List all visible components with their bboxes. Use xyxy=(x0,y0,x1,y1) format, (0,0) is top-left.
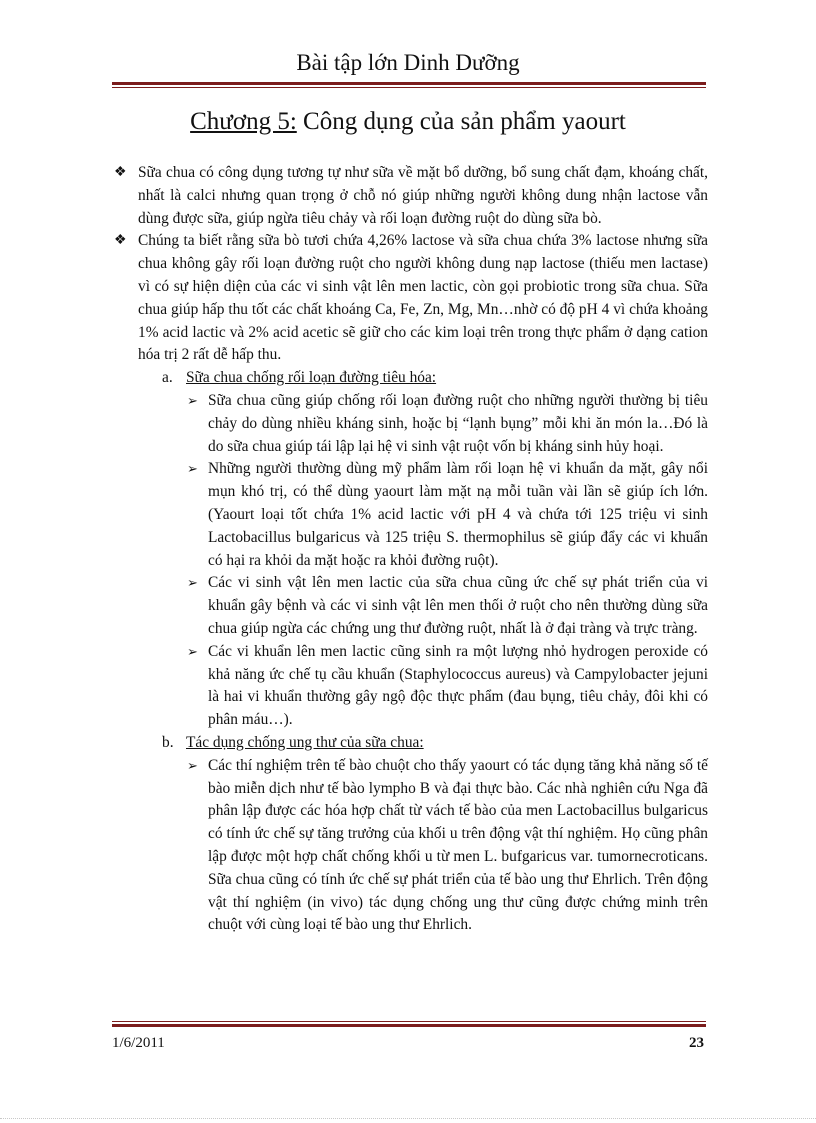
page-number: 23 xyxy=(689,1035,704,1051)
document-body xyxy=(112,162,708,937)
footer-date: 1/6/2011 xyxy=(112,1035,165,1051)
diamond-bullet-icon: ❖ xyxy=(114,233,127,249)
footer-rule xyxy=(112,1021,706,1027)
paragraph: ❖ Sữa chua có công dụng tương tự như sữa về mặt bổ dưỡng, bổ sung chất đạm, khoáng chất, nhất là calci nhưng quan trọng ở chỗ nó giúp những người không dung nhận lactose vẫn dùng được sữa, giúp ngừa tiêu chảy và rối loạn đường ruột do dùng sữa bò. xyxy=(114,164,708,227)
list-item: ➢ Các thí nghiệm trên tế bào chuột cho thấy yaourt có tác dụng tăng khả năng số tế bào miễn dịch như tế bào lympho B và đại thực bào. Các nhà nghiên cứu Nga đã phân lập được các hóa hợp chất từ vách tế bào của men Lactobacillus bulgaricus có tính ức chế sự tăng trưởng của khối u trên động vật thí nghiệm. Họ cũng phân lập được một hợp chất chống khối u từ men L. bufgaricus var. tumornecroticans. Sữa chua cũng có tính ức chế sự phát triển của tế bào ung thư Ehrlich. Trên động vật thí nghiệm (in vivo) tác dụng chống ung thư cũng được chứng minh trên chuột với cùng loại tế bào ung thư Ehrlich. xyxy=(187,756,708,934)
section-b-heading: b. Tác dụng chống ung thư của sữa chua: xyxy=(162,733,424,751)
arrow-bullet-icon: ➢ xyxy=(187,757,198,773)
page-boundary xyxy=(0,1118,816,1119)
list-item: ➢ Các vi khuẩn lên men lactic cũng sinh ra một lượng nhỏ hydrogen peroxide có khả năng ức chế tụ cầu khuẩn (Staphylococcus aureus) và Campylobacter jejuni là hai vi khuẩn thường gây ngộ độc thực phẩm (đau bụng, tiêu chảy, đôi khi có phân máu…). xyxy=(187,642,708,729)
header-rule xyxy=(112,82,706,88)
chapter-title: Công dụng của sản phẩm yaourt xyxy=(296,108,626,135)
arrow-bullet-icon: ➢ xyxy=(187,392,198,408)
list-item: ➢ Sữa chua cũng giúp chống rối loạn đường ruột cho những người thường bị tiêu chảy do dùng nhiều kháng sinh, hoặc bị “lạnh bụng” mỗi khi ăn món la…Đó là do sữa chua giúp tái lập lại hệ vi sinh vật ruột vốn bị kháng sinh hủy hoại. xyxy=(187,391,708,455)
arrow-bullet-icon: ➢ xyxy=(187,643,198,659)
arrow-bullet-icon: ➢ xyxy=(187,461,198,477)
list-item: ➢ Các vi sinh vật lên men lactic của sữa chua cũng ức chế sự phát triển của vi khuẩn gây bệnh và các vi sinh vật lên men thối ở ruột cho nên thường dùng sữa chua giúp ngừa các chứng ung thư đường ruột, nhất là ở đại tràng và trực tràng. xyxy=(187,574,708,637)
paragraph: ❖ Chúng ta biết rằng sữa bò tươi chứa 4,26% lactose và sữa chua chứa 3% lactose nhưng sữa chua không gây rối loạn đường ruột cho người không dung nạp lactose (thiếu men lactase) vì có sự hiện diện của các vi sinh vật lên men lactic, còn gọi probiotic trong sữa chua. Sữa chua giúp hấp thu tốt các chất khoáng Ca, Fe, Zn, Mg, Mn…nhờ có độ pH 4 vì chứa khoảng 1% acid lactic và 2% acid acetic sẽ giữ cho các kim loại trên trong thực phẩm ở dạng cation hóa trị 2 rất dễ hấp thu. xyxy=(114,232,708,364)
list-item: ➢ Những người thường dùng mỹ phẩm làm rối loạn hệ vi khuẩn da mặt, gây nổi mụn khó trị, có thể dùng yaourt làm mặt nạ mỗi tuần vài lần sẽ giúp ích lớn. (Yaourt loại tốt chứa 1% acid lactic với pH 4 và chứa tới 125 triệu vi sinh Lactobacillus bulgaricus và 125 triệu S. thermophilus sẽ giúp đẩy các vi khuẩn có hại ra khỏi da mặt hoặc ra khỏi đường ruột). xyxy=(187,460,708,569)
page-header-title: Bài tập lớn Dinh Dưỡng xyxy=(296,50,520,75)
section-a-heading: a. Sữa chua chống rối loạn đường tiêu hóa: xyxy=(162,369,437,387)
diamond-bullet-icon: ❖ xyxy=(114,165,127,180)
chapter-heading xyxy=(0,108,816,136)
chapter-label: Chương 5: xyxy=(190,108,297,135)
arrow-bullet-icon: ➢ xyxy=(187,575,198,591)
